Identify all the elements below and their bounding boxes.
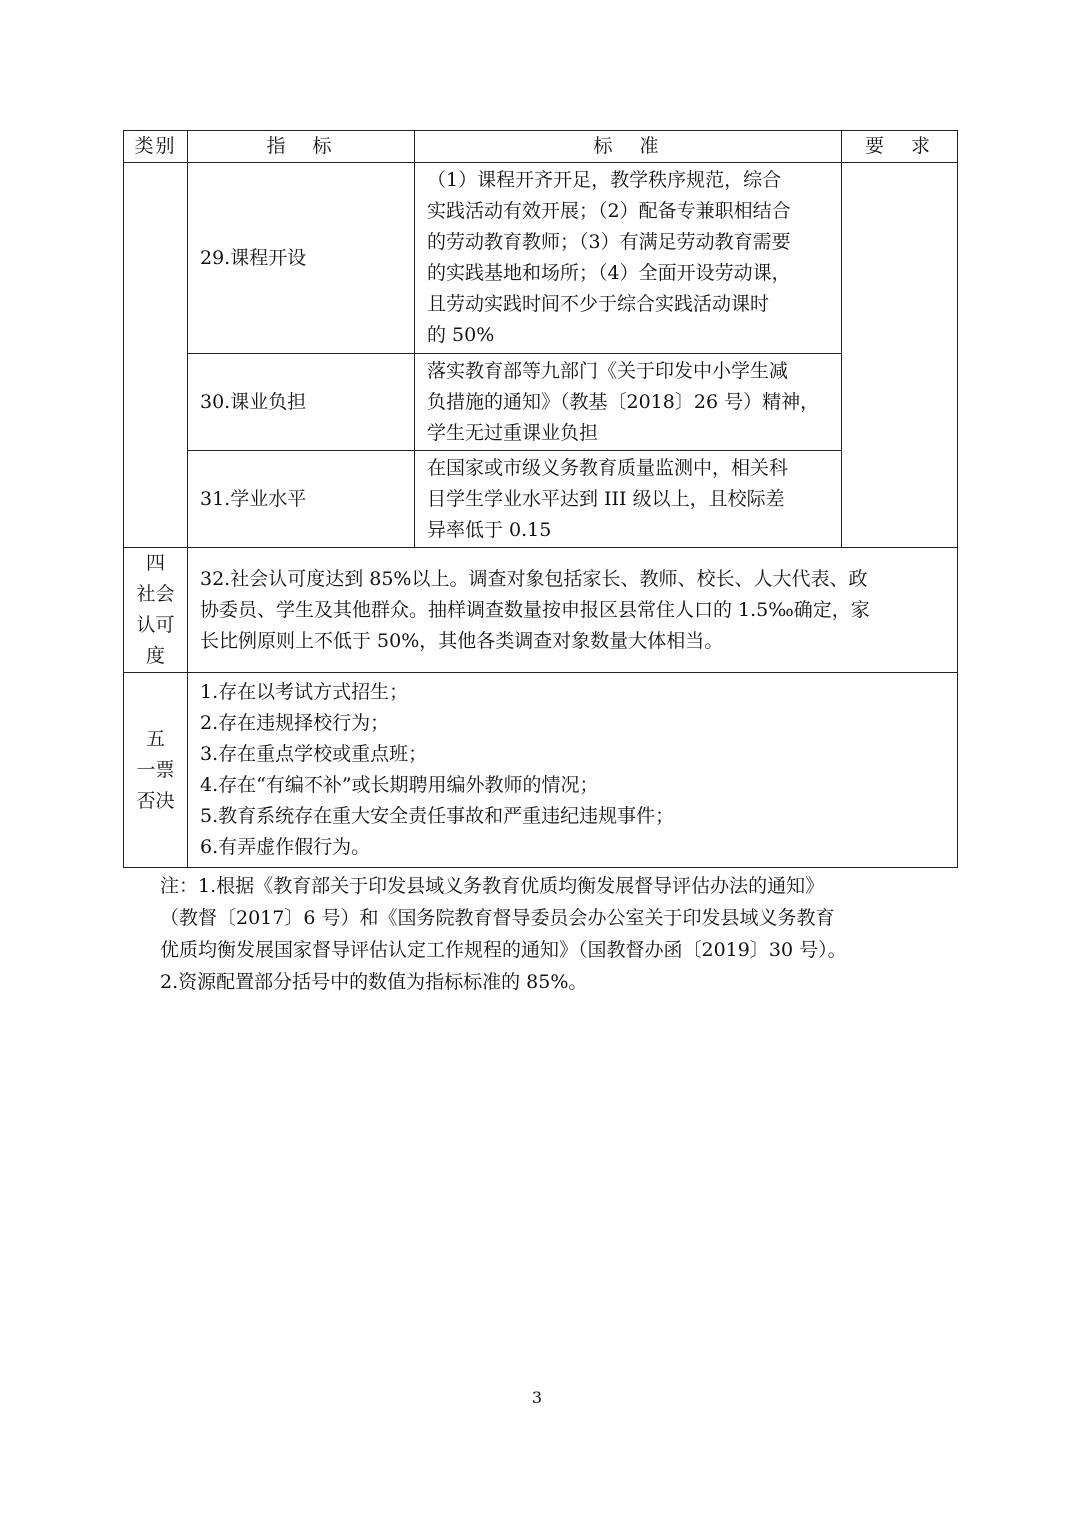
category-line: 否决 xyxy=(136,789,175,812)
note-line: 2.资源配置部分括号中的数值为指标标准的 85%。 xyxy=(160,971,588,993)
standard-line: 负措施的通知》（教基〔2018〕26 号）精神， xyxy=(427,390,820,413)
standard-line: 目学生学业水平达到 III 级以上，且校际差 xyxy=(427,487,785,510)
standard-line: 实践活动有效开展；（2）配备专兼职相结合 xyxy=(427,200,791,222)
category-line: 一票 xyxy=(136,758,175,781)
table-row-section-5 xyxy=(124,673,958,868)
social-recognition-content xyxy=(188,548,958,673)
table-row xyxy=(124,163,958,354)
content-line: 协委员、学生及其他群众。抽样调查数量按申报区县常住人口的 1.5‰确定，家 xyxy=(200,598,870,621)
indicator-cell: 31.学业水平 xyxy=(188,451,415,548)
table-header-row xyxy=(124,131,958,163)
note-line: 优质均衡发展国家督导评估认定工作规程的通知》（国教督办函〔2019〕30 号）。 xyxy=(160,939,847,961)
table-row xyxy=(124,354,958,451)
category-line: 四 xyxy=(145,552,165,574)
table-row-section-4 xyxy=(124,548,958,673)
indicator-cell: 30.课业负担 xyxy=(188,354,415,451)
list-item: 1.存在以考试方式招生； xyxy=(200,681,409,703)
standard-line: 的实践基地和场所；（4）全面开设劳动课， xyxy=(427,262,791,284)
list-item: 6.有弄虚作假行为。 xyxy=(200,836,371,858)
content-line: 32.社会认可度达到 85%以上。调查对象包括家长、教师、校长、人大代表、政 xyxy=(200,567,868,590)
list-item: 4.存在“有编不补”或长期聘用编外教师的情况； xyxy=(200,774,599,796)
header-requirement: 要 求 xyxy=(842,131,958,163)
note-line: （教督〔2017〕6 号）和《国务院教育督导委员会办公室关于印发县域义务教育 xyxy=(160,907,835,929)
notes-block xyxy=(160,870,950,998)
standard-line: 且劳动实践时间不少于综合实践活动课时 xyxy=(427,293,770,315)
header-standard: 标 准 xyxy=(415,131,842,163)
standard-line: 落实教育部等九部门《关于印发中小学生减 xyxy=(427,359,789,382)
standard-line: 异率低于 0.15 xyxy=(427,518,552,541)
standard-line: 在国家或市级义务教育质量监测中，相关科 xyxy=(427,456,789,479)
indicator-cell: 29.课程开设 xyxy=(188,163,415,354)
standard-cell xyxy=(415,451,842,548)
category-line: 社会 xyxy=(136,583,175,605)
category-line: 认可 xyxy=(136,614,175,636)
category-cell-veto xyxy=(124,673,188,868)
standard-line: （1）课程开齐开足，教学秩序规范，综合 xyxy=(427,169,782,191)
requirement-cell-empty xyxy=(842,163,958,548)
list-item: 3.存在重点学校或重点班； xyxy=(200,743,428,765)
page-number: 3 xyxy=(531,1388,543,1407)
header-indicator: 指 标 xyxy=(188,131,415,163)
header-category: 类别 xyxy=(124,131,188,163)
list-item: 5.教育系统存在重大安全责任事故和严重违纪违规事件； xyxy=(200,805,675,827)
table-row xyxy=(124,451,958,548)
standard-line: 的劳动教育教师；（3）有满足劳动教育需要 xyxy=(427,231,791,253)
standard-cell xyxy=(415,354,842,451)
category-line: 五 xyxy=(145,727,165,750)
content-line: 长比例原则上不低于 50%，其他各类调查对象数量大体相当。 xyxy=(200,629,724,652)
category-line: 度 xyxy=(145,645,165,667)
standard-line: 的 50% xyxy=(427,324,495,346)
category-cell-empty xyxy=(124,163,188,548)
evaluation-table xyxy=(123,130,958,868)
category-cell-social-recognition xyxy=(124,548,188,673)
standard-line: 学生无过重课业负担 xyxy=(427,421,599,444)
note-line: 注：1.根据《教育部关于印发县域义务教育优质均衡发展督导评估办法的通知》 xyxy=(160,875,825,897)
standard-cell xyxy=(415,163,842,354)
list-item: 2.存在违规择校行为； xyxy=(200,712,390,734)
veto-items xyxy=(188,673,958,868)
